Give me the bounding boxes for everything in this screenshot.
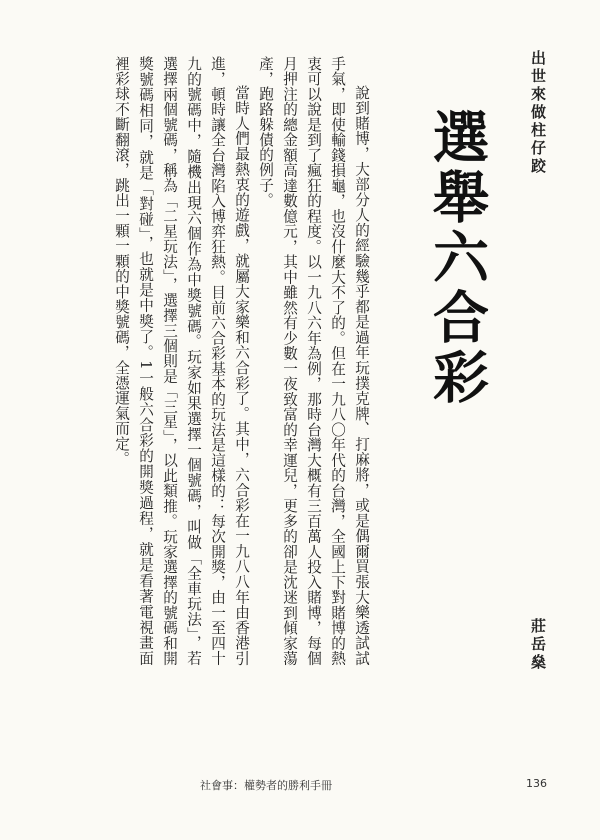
article-title: 選舉六合彩 xyxy=(424,108,490,408)
paragraph-2: 當時人們最熱衷的遊戲，就屬大家樂和六合彩了。其中，六合彩在一九八八年由香港引進，頓時讓全台灣陷入博弈狂熱。目前六合彩基本的玩法是這樣的：每次開獎，由一至四十九的號碼中，隨機出現六個作為中獎號碼。玩家如果選擇一個號碼，叫做「全車玩法」，若選擇兩個號碼，稱為「二星玩法」，選擇三個則是「三星」，以此類推。玩家選擇的號碼和開獎號碼相同，就是「對碰」，也就是中獎了。1一般六合彩的開獎過程，就是看著電視畫面裡彩球不斷翻滾，跳出一顆一顆的中獎號碼，全憑運氣而定。 xyxy=(113,56,250,666)
footer-book-title: 社會事：權勢者的勝利手冊 xyxy=(200,779,332,792)
series-title: 出世來做柱仔跤 xyxy=(529,50,547,176)
page-number: 136 xyxy=(526,777,547,790)
author-name: 莊岳燊 xyxy=(529,618,547,672)
article-body xyxy=(68,56,373,666)
paragraph-1: 說到賭博，大部分人的經驗幾乎都是過年玩撲克牌、打麻將，或是偶爾買張大樂透試試手氣，即使輸錢損龜，也沒什麼大不了的。但在一九八〇年代的台灣，全國上下對賭博的熱衷可以說是到了瘋狂的程度。以一九八六年為例，那時台灣大概有三百萬人投入賭博，每個月押注的總金額高達數億元，其中雖然有少數一夜致富的幸運兒，更多的卻是沈迷到傾家蕩產，跑路躲債的例子。 xyxy=(257,56,370,666)
